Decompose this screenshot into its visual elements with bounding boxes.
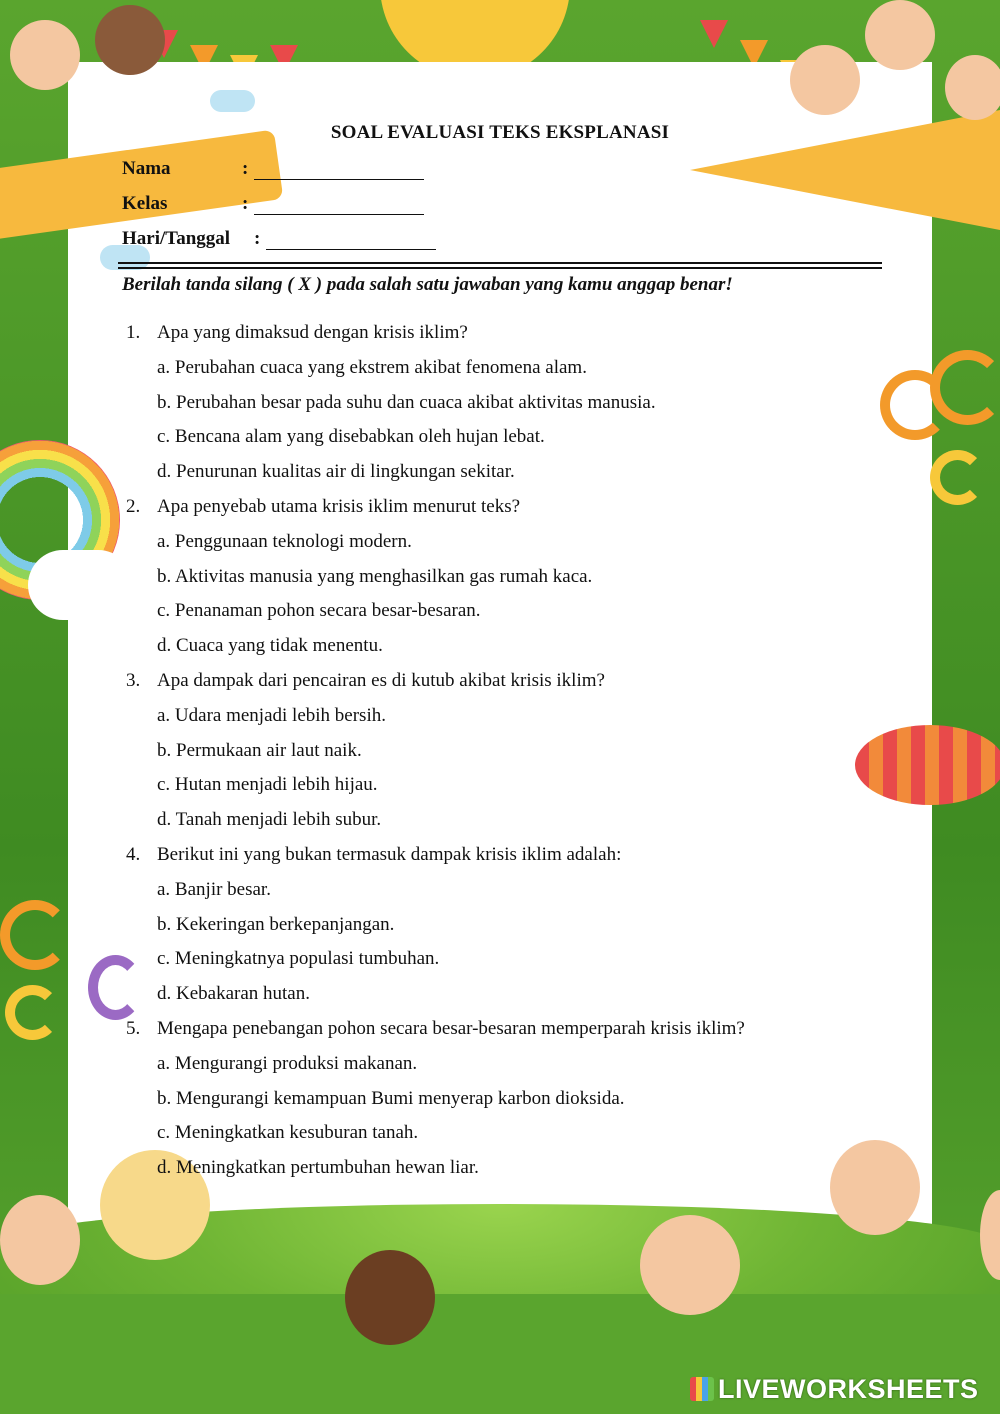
answer-option[interactable]: d. Meningkatkan pertumbuhan hewan liar.	[157, 1157, 479, 1179]
answer-option[interactable]: c. Hutan menjadi lebih hijau.	[157, 774, 378, 796]
child-illustration	[865, 0, 935, 70]
question-number: 5.	[126, 1018, 141, 1039]
liveworksheets-watermark: LIVEWORKSHEETS	[690, 1374, 979, 1405]
answer-option[interactable]: b. Aktivitas manusia yang menghasilkan gas rumah kaca.	[157, 565, 593, 587]
answer-option[interactable]: c. Meningkatkan kesuburan tanah.	[157, 1122, 419, 1144]
child-illustration	[640, 1215, 740, 1315]
answer-option[interactable]: a. Udara menjadi lebih bersih.	[157, 704, 386, 726]
double-rule-bottom	[118, 267, 882, 269]
question-text: Mengapa penebangan pohon secara besar-besaran memperparah krisis iklim?	[157, 1018, 745, 1039]
answer-option[interactable]: c. Penanaman pohon secara besar-besaran.	[157, 600, 481, 622]
child-illustration	[10, 20, 80, 90]
class-answer-line[interactable]	[254, 196, 424, 215]
class-field: Kelas :	[122, 193, 424, 215]
answer-option[interactable]: a. Mengurangi produksi makanan.	[157, 1052, 418, 1074]
question-text: Apa dampak dari pencairan es di kutub akibat krisis iklim?	[157, 670, 605, 691]
question-1	[126, 322, 468, 344]
cloud-illustration	[28, 550, 133, 620]
question-text: Berikut ini yang bukan termasuk dampak krisis iklim adalah:	[157, 844, 622, 865]
question-number: 4.	[126, 844, 141, 865]
answer-option[interactable]: a. Banjir besar.	[157, 878, 271, 900]
question-number: 1.	[126, 322, 141, 343]
answer-option[interactable]: d. Penurunan kualitas air di lingkungan sekitar.	[157, 461, 515, 483]
answer-option[interactable]: b. Permukaan air laut naik.	[157, 739, 362, 761]
answer-option[interactable]: c. Meningkatnya populasi tumbuhan.	[157, 948, 440, 970]
question-number: 2.	[126, 496, 141, 517]
question-text: Apa yang dimaksud dengan krisis iklim?	[157, 322, 468, 343]
answer-option[interactable]: d. Cuaca yang tidak menentu.	[157, 635, 383, 657]
child-illustration	[790, 45, 860, 115]
child-illustration	[0, 1195, 80, 1285]
name-label: Nama	[122, 158, 171, 179]
name-field: Nama :	[122, 158, 424, 180]
date-field: Hari/Tanggal :	[122, 228, 436, 250]
date-answer-line[interactable]	[266, 231, 436, 250]
answer-option[interactable]: d. Tanah menjadi lebih subur.	[157, 809, 382, 831]
date-label: Hari/Tanggal	[122, 228, 231, 249]
answer-option[interactable]: a. Penggunaan teknologi modern.	[157, 530, 412, 552]
blimp-illustration	[855, 725, 1000, 805]
child-illustration	[345, 1250, 435, 1345]
question-5	[126, 1018, 745, 1040]
name-answer-line[interactable]	[254, 161, 424, 180]
cloud-illustration	[210, 90, 255, 112]
question-text: Apa penyebab utama krisis iklim menurut teks?	[157, 496, 521, 517]
liveworksheets-logo-icon	[690, 1377, 714, 1401]
squiggle-decoration	[5, 985, 60, 1040]
squiggle-decoration	[930, 450, 985, 505]
squiggle-decoration	[88, 955, 143, 1020]
question-2	[126, 496, 520, 518]
question-3	[126, 670, 605, 692]
class-label: Kelas	[122, 193, 168, 214]
question-number: 3.	[126, 670, 141, 691]
question-4	[126, 844, 621, 866]
instruction-text: Berilah tanda silang ( X ) pada salah satu jawaban yang kamu anggap benar!	[122, 274, 733, 295]
answer-option[interactable]: b. Mengurangi kemampuan Bumi menyerap karbon dioksida.	[157, 1087, 625, 1109]
child-illustration	[830, 1140, 920, 1235]
squiggle-decoration	[0, 900, 70, 970]
double-rule-top	[118, 262, 882, 264]
squiggle-decoration	[930, 350, 1000, 425]
answer-option[interactable]: b. Perubahan besar pada suhu dan cuaca akibat aktivitas manusia.	[157, 391, 656, 413]
child-illustration	[95, 5, 165, 75]
worksheet-title: SOAL EVALUASI TEKS EKSPLANASI	[330, 122, 670, 143]
answer-option[interactable]: c. Bencana alam yang disebabkan oleh hujan lebat.	[157, 426, 545, 448]
child-illustration	[945, 55, 1000, 120]
answer-option[interactable]: b. Kekeringan berkepanjangan.	[157, 913, 395, 935]
answer-option[interactable]: d. Kebakaran hutan.	[157, 983, 310, 1005]
bunting-flag	[700, 20, 728, 48]
answer-option[interactable]: a. Perubahan cuaca yang ekstrem akibat fenomena alam.	[157, 356, 587, 378]
